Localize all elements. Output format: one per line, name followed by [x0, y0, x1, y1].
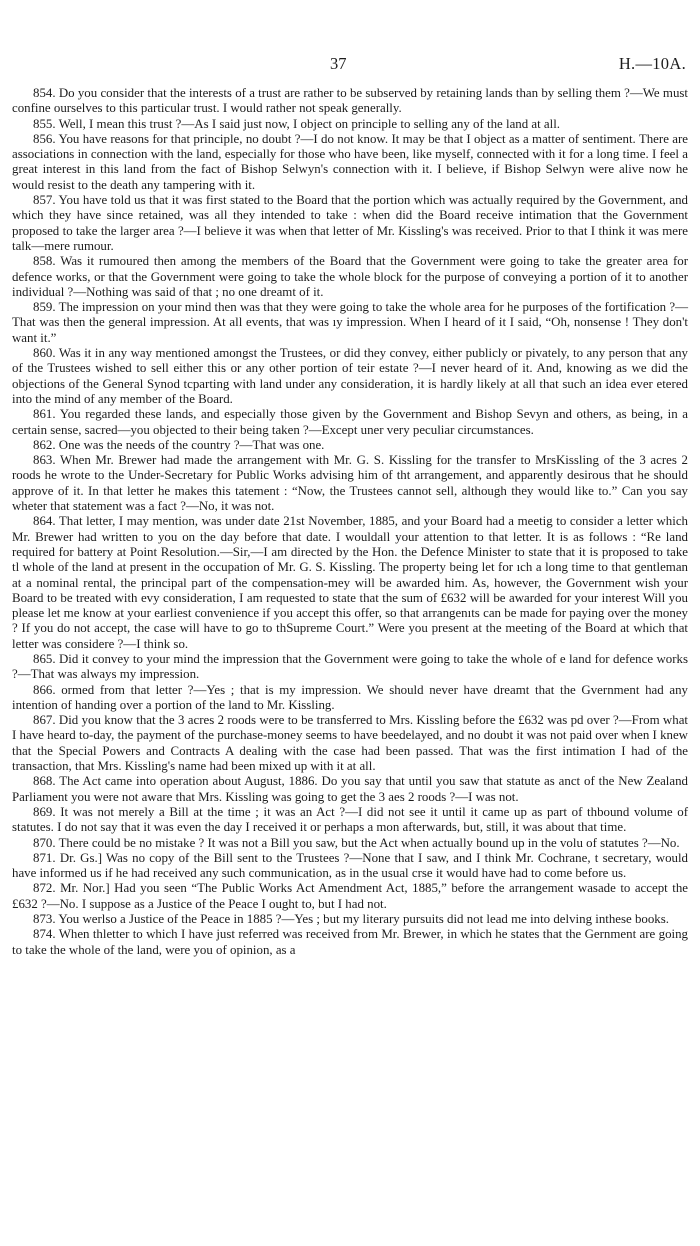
paragraph-text: Did it convey to your mind the impression that the Government were going to take the whole of e land for defence works ?—That was always my impression. [12, 651, 688, 682]
paragraph-text: There could be no mistake ? It was not a Bill you saw, but the Act when actually bound up in the volu of statutes ?—No. [58, 835, 680, 850]
paragraph-text: Do you consider that the interests of a trust are rather to be subserved by retaining lands than by selling them ?—We must confine ourselves to this particular trust. I would rather not speak generally. [12, 86, 688, 116]
paragraph-text: When thletter to which I have just referred was received from Mr. Brewer, in which he states that the Gernment are going to take the whole of the land, were you of opinion, as a [12, 927, 688, 957]
paragraph-text: You regarded these lands, and especially those given by the Government and Bishop Sevyn and others, as being, in a certain sense, sacred—you objected to their being taken ?—Except uner very peculiar circumstances. [12, 407, 688, 437]
testimony-paragraph [12, 300, 688, 346]
question-number: 867. [33, 713, 56, 728]
question-number: 860. [33, 346, 56, 361]
question-number: 864. [33, 514, 56, 529]
question-number: 862. [33, 437, 56, 452]
testimony-paragraph [12, 117, 688, 132]
paragraph-text: Was it in any way mentioned amongst the Trustees, or did they convey, either publicly or pivately, to any person that any of the Trustees wished to sell either this or any other portion of teir estate ?—I never heard of it. And, knowing as we did the objections of the General Synod tcparting with land under any consideration, it is hardly likely at all that such an idea ever etered into the mind of any member of the Board. [12, 346, 688, 406]
paragraph-text: When Mr. Brewer had made the arrangement with Mr. G. S. Kissling for the transfer to MrsKissling of the 3 acres 2 roods he wrote to the Under-Secretary for Public Works advising him of tht arrangement, and apparently desirous that he should approve of it. In that letter he makes this tatement : “Now, the Trustees cannot sell, although they would like to.” Can you say wheter that statement was a fact ?—No, it was not. [12, 453, 688, 514]
paragraph-text: One was the needs of the country ?—That was one. [58, 437, 325, 452]
question-number: 861. [33, 407, 56, 422]
page-header [0, 54, 700, 74]
paragraph-text: The Act came into operation about August, 1886. Do you say that until you saw that statute as anct of the New Zealand Parliament you were not aware that Mrs. Kissling was going to get the 3 aes 2 roods ?—I was not. [12, 774, 688, 804]
paragraph-text: You werlso a Justice of the Peace in 1885 ?—Yes ; but my literary pursuits did not lead me into delving inthese books. [58, 912, 669, 927]
testimony-body [12, 86, 688, 958]
page-number: 37 [330, 54, 347, 73]
paragraph-text: Dr. Gs.] Was no copy of the Bill sent to the Trustees ?—None that I saw, and I think Mr. Cochrane, t secretary, would have informed us if he had received any such communication, as in the usual crse it would have had to come before us. [12, 850, 688, 881]
paragraph-text: Mr. Nor.] Had you seen “The Public Works Act Amendment Act, 1885,” before the arrangement wasade to accept the £632 ?—No. I suppose as a Justice of the Peace I ought to, but I had not. [12, 881, 688, 911]
testimony-paragraph [12, 86, 688, 117]
testimony-paragraph [12, 514, 688, 652]
question-number: 874. [33, 927, 56, 942]
paragraph-text: ormed from that letter ?—Yes ; that is my impression. We should never have dreamt that the Gvernment had any intention of handing over a portion of the land to Mr. Kissling. [12, 682, 688, 712]
testimony-paragraph [12, 713, 688, 774]
testimony-paragraph [12, 438, 688, 453]
testimony-paragraph [12, 912, 688, 927]
paragraph-text: The impression on your mind then was that they were going to take the whole area for he purposes of the fortification ?—That was then the general impression. At all events, that was ıy impression. When I heard of it I said, “Oh, nonsense ! They don't want it.” [12, 300, 688, 345]
paragraph-text: Did you know that the 3 acres 2 roods were to be transferred to Mrs. Kissling before the £632 was pd over ?—From what I have heard to-day, the payment of the purchase-money seems to have beedelayed, and no doubt it was not paid over when I knew that the Special Powers and Contracts A dealing with the case had been passed. That was the first intimation I had of the transaction, that Mrs. Kissling's name had been mixed up with it at all. [12, 713, 688, 774]
testimony-paragraph [12, 683, 688, 714]
question-number: 866. [33, 682, 56, 697]
paragraph-text: Was it rumoured then among the members of the Board that the Government were going to take the greater area for defence works, or that the Government were going to take the whole block for the purpose of conveying a portion of it to another individual ?—Nothing was said of that ; no one dreamt of it. [12, 254, 688, 299]
testimony-paragraph [12, 132, 688, 193]
testimony-paragraph [12, 193, 688, 254]
question-number: 869. [33, 804, 56, 819]
testimony-paragraph [12, 346, 688, 407]
testimony-paragraph [12, 836, 688, 851]
question-number: 863. [33, 453, 56, 468]
paragraph-text: It was not merely a Bill at the time ; it was an Act ?—I did not see it until it came up as part of thbound volume of statutes. I do not say that it was even the day I received it or perhaps a mon afterwards, but, still, it was about that time. [12, 804, 688, 835]
question-number: 870. [33, 835, 56, 850]
question-number: 865. [33, 651, 56, 666]
question-number: 856. [33, 131, 56, 146]
paragraph-text: You have reasons for that principle, no doubt ?—I do not know. It may be that I object as a matter of sentiment. There are associations in connection with the land, especially for those who have been, like myself, connected with it for a long time. I feel a great interest in this land from the fact of Bishop Selwyn's connection with it. I believe, if Bishop Selwyn were alive now he would resist to the death any tampering with it. [12, 131, 688, 192]
testimony-paragraph [12, 881, 688, 912]
question-number: 859. [33, 300, 56, 315]
question-number: 855. [33, 116, 56, 131]
testimony-paragraph [12, 453, 688, 514]
testimony-paragraph [12, 805, 688, 836]
question-number: 854. [33, 86, 56, 100]
testimony-paragraph [12, 774, 688, 805]
testimony-paragraph [12, 407, 688, 438]
question-number: 871. [33, 850, 56, 865]
paragraph-text: You have told us that it was first stated to the Board that the portion which was actually required by the Government, and which they have since retained, was all they intended to take : when did the Board receive intimation that the Government proposed to take the larger area ?—I believe it was when that letter of Mr. Kissling's was received. Prior to that I think it was mere talk—mere rumour. [12, 193, 689, 253]
testimony-paragraph [12, 851, 688, 882]
testimony-paragraph [12, 927, 688, 958]
document-reference: H.—10A. [618, 54, 686, 73]
question-number: 872. [33, 881, 56, 896]
question-number: 868. [33, 774, 56, 789]
paragraph-text: That letter, I may mention, was under date 21st November, 1885, and your Board had a meetig to consider a letter which Mr. Brewer had written to you on the day before that date. I wouldall your attention to that letter. It is as follows : “Re land required for battery at Point Resolution.—Sir,—I am directed by the Hon. the Defence Minister to state that it is proposed to take tl whole of the land at present in the occupation of Mr. G. S. Kissling. The property being let for ıch a long time to that gentleman at a nominal rental, the principal part of the compensation-mey will be awarded him. As, however, the Government wish your Board to be treated with evy consideration, I am requested to state that the sum of £632 will be awarded for your interest Will you please let me know at your earliest convenience if you accept this offer, so that arrangenıts can be made for paying over the money ? If you do not accept, the case will have to go to thSupreme Court.” Were you present at the meeting of the Board at which that letter was considere ?—I think so. [12, 514, 688, 651]
question-number: 858. [33, 254, 56, 269]
testimony-paragraph [12, 254, 688, 300]
question-number: 857. [33, 193, 56, 208]
testimony-paragraph [12, 652, 688, 683]
question-number: 873. [33, 912, 56, 927]
paragraph-text: Well, I mean this trust ?—As I said just now, I object on principle to selling any of the land at all. [58, 116, 561, 131]
